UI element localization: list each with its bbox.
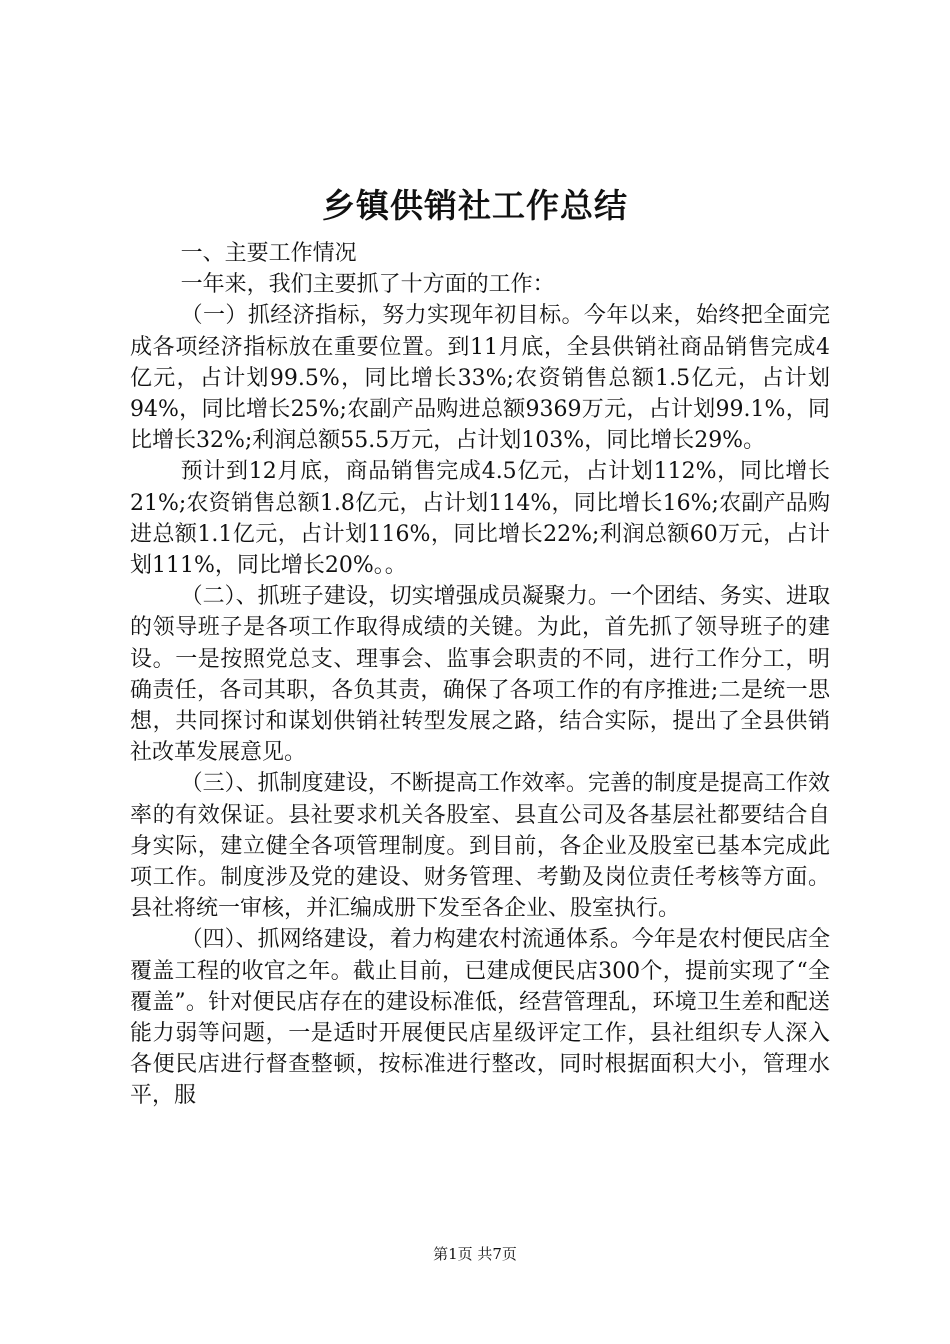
paragraph-team-building: （二）、抓班子建设，切实增强成员凝聚力。一个团结、务实、进取的领导班子是各项工作取得成绩的关键。为此，首先抓了领导班子的建设。一是按照党总支、理事会、监事会职责的不同，进行工作分工，明确责任，各司其职，各负其责，确保了各项工作的有序推进;二是统一思想，共同探讨和谋划供销社转型发展之路，结合实际，提出了全县供销社改革发展意见。 — [130, 584, 830, 766]
intro-paragraph: 一年来，我们主要抓了十方面的工作： — [180, 272, 555, 298]
document-body — [130, 238, 830, 1112]
paragraph-system-building: （三）、抓制度建设，不断提高工作效率。完善的制度是提高工作效率的有效保证。县社要求机关各股室、县直公司及各基层社都要结合自身实际，建立健全各项管理制度。到目前，各企业及股室已基本完成此项工作。制度涉及党的建设、财务管理、考勤及岗位责任考核等方面。县社将统一审核，并汇编成册下发至各企业、股室执行。 — [130, 771, 830, 922]
document-title: 乡镇供销社工作总结 — [322, 186, 628, 225]
paragraph-year-end-forecast: 预计到12月底，商品销售完成4.5亿元，占计划112%，同比增长21%;农资销售总额1.8亿元，占计划114%，同比增长16%;农副产品购进总额1.1亿元，占计划116%，同比增长22%;利润总额60万元，占计划111%，同比增长20%。。 — [130, 459, 830, 579]
section-heading: 一、主要工作情况 — [180, 241, 357, 266]
page-number: 第1页 共7页 — [433, 1245, 517, 1263]
paragraph-economic-targets: （一）抓经济指标，努力实现年初目标。今年以来，始终把全面完成各项经济指标放在重要位置。到11月底，全县供销社商品销售完成4亿元，占计划99.5%，同比增长33%;农资销售总额1.5亿元，占计划94%，同比增长25%;农副产品购进总额9369万元，占计划99.1%，同比增长32%;利润总额55.5万元，占计划103%，同比增长29%。 — [130, 303, 830, 454]
paragraph-network-building: （四）、抓网络建设，着力构建农村流通体系。今年是农村便民店全覆盖工程的收官之年。截止目前，已建成便民店300个，提前实现了“全覆盖”。针对便民店存在的建设标准低，经营管理乱，环境卫生差和配送能力弱等问题，一是适时开展便民店星级评定工作，县社组织专人深入各便民店进行督查整顿，按标准进行整改，同时根据面积大小，管理水平，服 — [130, 927, 830, 1109]
